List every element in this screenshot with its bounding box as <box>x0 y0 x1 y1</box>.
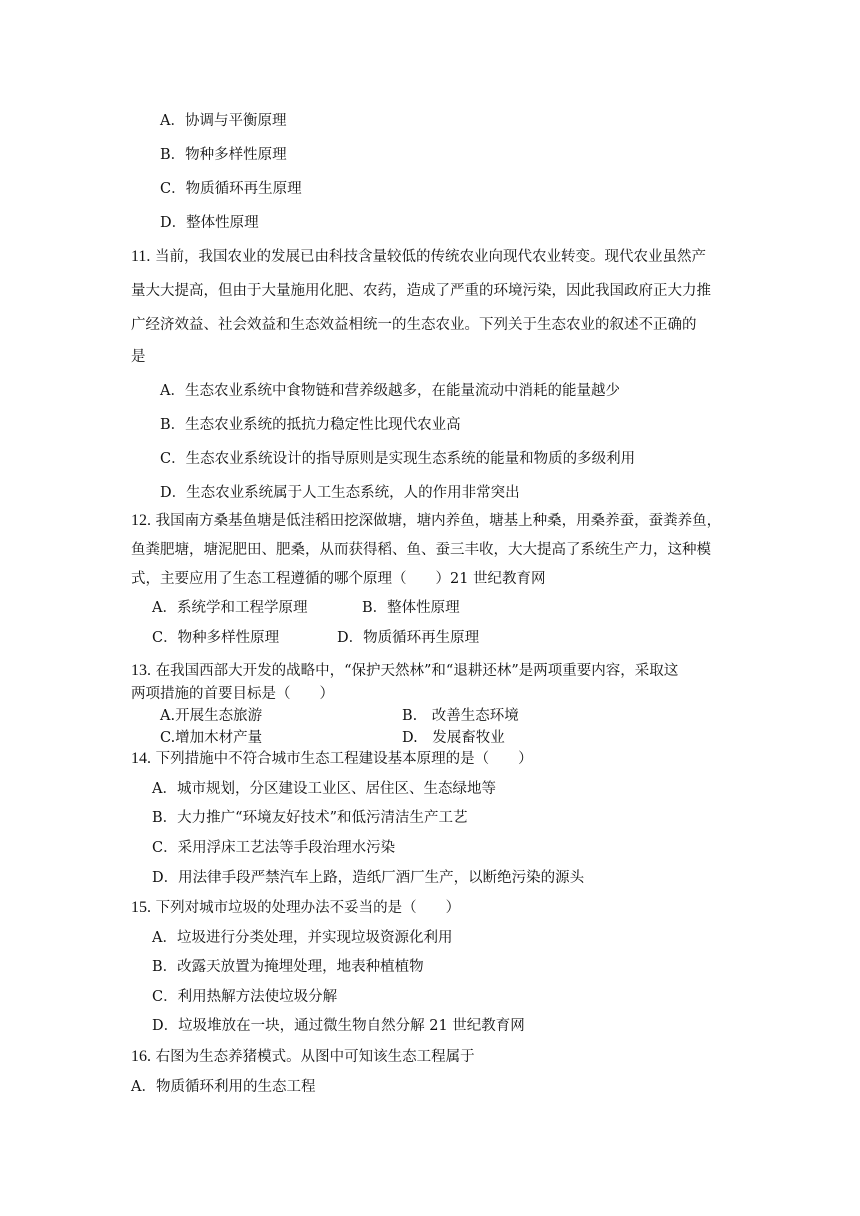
question-stem: 我国南方桑基鱼塘是低洼稻田挖深做塘，塘内养鱼，塘基上种桑，用桑养蚕，蚕粪养鱼， <box>155 513 722 529</box>
question-stem: 下列措施中不符合城市生态工程建设基本原理的是（ ） <box>155 751 533 767</box>
question-stem: 右图为生态养猪模式。从图中可知该生态工程属于 <box>155 1049 475 1065</box>
q12-option-d: D．物质循环再生原理 <box>337 630 480 646</box>
question-14-line-1 <box>131 749 533 769</box>
question-number: 12. <box>131 512 151 529</box>
q10-option-c: C．物质循环再生原理 <box>160 181 302 197</box>
q10-option-b: B．物种多样性原理 <box>160 147 287 163</box>
question-13-line-2: 两项措施的首要目标是（ ） <box>131 686 334 702</box>
q15-option-d: D．垃圾堆放在一块，通过微生物自然分解 21 世纪教育网 <box>152 1018 525 1034</box>
q11-option-a: A．生态农业系统中食物链和营养级越多，在能量流动中消耗的能量越少 <box>160 383 620 399</box>
q15-option-b: B．改露天放置为掩埋处理，地表种植植物 <box>152 959 424 975</box>
q11-option-c: C．生态农业系统设计的指导原则是实现生态系统的能量和物质的多级利用 <box>160 451 636 467</box>
q15-option-c: C．利用热解方法使垃圾分解 <box>152 989 338 1005</box>
question-number: 14. <box>131 750 151 767</box>
question-stem: 下列对城市垃圾的处理办法不妥当的是（ ） <box>155 900 461 916</box>
question-number: 11. <box>131 248 151 265</box>
question-13-line-1 <box>131 661 678 681</box>
q14-option-a: A．城市规划，分区建设工业区、居住区、生态绿地等 <box>152 781 496 797</box>
question-11-line-2: 量大大提高，但由于大量施用化肥、农药，造成了严重的环境污染，因此我国政府正大力推 <box>131 283 711 299</box>
question-12-line-2: 鱼粪肥塘，塘泥肥田、肥桑，从而获得稻、鱼、蚕三丰收，大大提高了系统生产力，这种模 <box>131 542 711 558</box>
q16-option-a: A．物质循环利用的生态工程 <box>131 1079 316 1095</box>
question-number: 16. <box>131 1048 151 1065</box>
q14-option-d: D．用法律手段严禁汽车上路，造纸厂酒厂生产，以断绝污染的源头 <box>152 870 585 886</box>
q13-option-a: A.开展生态旅游 <box>160 708 263 724</box>
q11-option-b: B．生态农业系统的抵抗力稳定性比现代农业高 <box>160 417 461 433</box>
question-12-line-1 <box>131 511 721 531</box>
q13-option-d: D. 发展畜牧业 <box>402 730 505 746</box>
q12-option-a: A．系统学和工程学原理 <box>152 600 308 616</box>
q11-option-d: D．生态农业系统属于人工生态系统，人的作用非常突出 <box>160 485 520 501</box>
q10-option-a: A．协调与平衡原理 <box>160 113 287 129</box>
q14-option-c: C．采用浮床工艺法等手段治理水污染 <box>152 840 396 856</box>
question-stem: 在我国西部大开发的战略中，“保护天然林”和“退耕还林”是两项重要内容，采取这 <box>155 663 679 679</box>
question-stem: 当前，我国农业的发展已由科技含量较低的传统农业向现代农业转变。现代农业虽然产 <box>155 249 707 265</box>
q13-option-b: B. 改善生态环境 <box>402 708 519 724</box>
q15-option-a: A．垃圾进行分类处理，并实现垃圾资源化利用 <box>152 930 453 946</box>
q10-option-d: D．整体性原理 <box>160 215 259 231</box>
question-11-line-1 <box>131 247 706 267</box>
q12-option-c: C．物种多样性原理 <box>152 630 280 646</box>
question-12-line-3: 式，主要应用了生态工程遵循的哪个原理（ ）21 世纪教育网 <box>131 571 546 587</box>
question-number: 13. <box>131 662 151 679</box>
question-16-line-1 <box>131 1047 475 1067</box>
q14-option-b: B．大力推广“环境友好技术”和低污清洁生产工艺 <box>152 810 468 826</box>
question-11-line-4: 是 <box>131 349 146 365</box>
question-11-line-3: 广经济效益、社会效益和生态效益相统一的生态农业。下列关于生态农业的叙述不正确的 <box>131 317 697 333</box>
q12-option-b: B．整体性原理 <box>362 600 460 616</box>
question-number: 15. <box>131 899 151 916</box>
question-15-line-1 <box>131 898 460 918</box>
q13-option-c: C.增加木材产量 <box>160 730 263 746</box>
